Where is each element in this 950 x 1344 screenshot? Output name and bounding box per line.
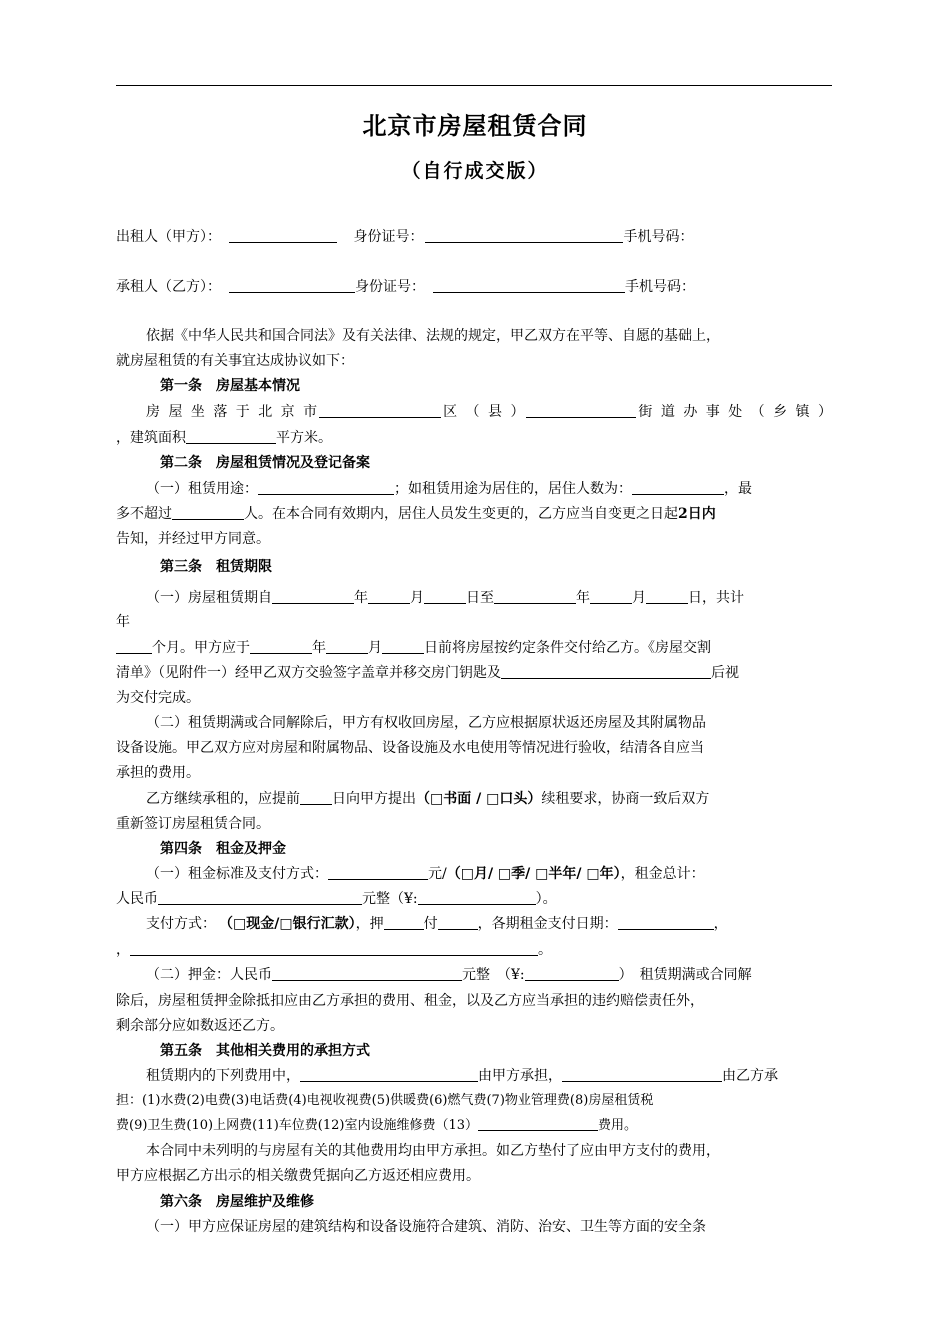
article3-line5: 为交付完成。 (116, 690, 200, 706)
a3-text-after: 后视 (711, 665, 739, 681)
a1-text-street: 街 道 办 事 处 （ 乡 镇 ） (636, 404, 832, 420)
deposit-count-blank[interactable] (384, 915, 424, 930)
a2-text-change: 人。在本合同有效期内，居住人员发生变更的，乙方应当自变更之日起 (244, 506, 678, 522)
street-blank[interactable] (526, 403, 636, 418)
article3-p2-line3: 承担的费用。 (116, 765, 200, 781)
a3-text-month2: 月 (632, 590, 646, 606)
article5-heading: 第五条 其他相关费用的承担方式 (160, 1043, 370, 1059)
a4-text-deposit: ，押 (355, 916, 384, 932)
a3-text-year3: 年 (312, 640, 326, 656)
article4-line2 (116, 889, 832, 909)
a4-text-pay: 支付方式： (146, 916, 216, 932)
a4-text-total: ，租金总计： (620, 866, 705, 882)
a3-text-year: 年 (354, 590, 368, 606)
deliver-month-blank[interactable] (326, 639, 368, 654)
landlord-label: 出租人（甲方）： (116, 229, 221, 245)
a4-text-comma: ， (713, 916, 728, 932)
start-day-blank[interactable] (424, 589, 466, 604)
article2-line2 (116, 504, 832, 524)
tenant-line (116, 277, 832, 297)
article4-line4 (116, 940, 832, 960)
document-title: 北京市房屋租赁合同 (362, 112, 588, 140)
a2-text-most: ，最 (724, 481, 752, 497)
article5-line4: 本合同中未列明的与房屋有关的其他费用均由甲方承担。如乙方垫付了应由甲方支付的费用， (146, 1143, 720, 1159)
a3-text-keys: 清单》（见附件一）经甲乙双方交验签字盖章并移交房门钥匙及 (116, 665, 501, 681)
a4-text-yuan: 元/ (428, 866, 447, 882)
a4-text-period: 。 (538, 942, 552, 958)
article3-line1 (116, 588, 832, 608)
a3-text-month: 月 (410, 590, 424, 606)
article1-heading: 第一条 房屋基本情况 (160, 378, 300, 394)
article1-line1 (116, 402, 832, 422)
rent-total-digits-blank[interactable] (418, 890, 536, 905)
a4-text-depend: ） 租赁期满或合同解 (618, 967, 752, 983)
deliver-year-blank[interactable] (250, 639, 312, 654)
a3-text-advance: 乙方继续承租的，应提前 (146, 791, 300, 807)
deposit-words-blank[interactable] (272, 966, 462, 981)
a2-text-2days: 2日内 (678, 506, 716, 522)
a3-text-days: 日向甲方提出 (332, 791, 416, 807)
article3-p2-line2: 设备设施。甲乙双方应对房屋和附属物品、设备设施及水电使用等情况进行验收，结清各自应当 (116, 740, 704, 756)
article3-line2: 年 (116, 614, 130, 630)
rent-amount-blank[interactable] (328, 865, 428, 880)
deposit-digits-blank[interactable] (525, 966, 619, 981)
article3-line4 (116, 663, 832, 683)
payment-method-options[interactable]: （□现金/□银行汇款） (226, 916, 356, 932)
a4-text-comma2: ， (116, 942, 130, 958)
article1-line2 (116, 428, 832, 448)
a5-text-landlord: 由甲方承担， (478, 1068, 562, 1084)
pay-count-blank[interactable] (438, 915, 478, 930)
area-blank[interactable] (186, 429, 276, 444)
article4-line3 (116, 914, 832, 934)
tenant-id-blank[interactable] (433, 278, 625, 293)
article4-deposit-line3: 剩余部分应如数返还乙方。 (116, 1018, 284, 1034)
a2-text-use: （一）租赁用途： (146, 481, 258, 497)
a4-text-rent: （一）租金标准及支付方式： (146, 866, 328, 882)
article3-p3-line2: 重新签订房屋租赁合同。 (116, 816, 270, 832)
a4-text-paydate: ，各期租金支付日期： (477, 916, 618, 932)
a3-text-handover: 日前将房屋按约定条件交付给乙方。《房屋交割 (424, 640, 711, 656)
article2-heading: 第二条 房屋租赁情况及登记备案 (160, 455, 370, 471)
a5-text-tenant: 由乙方承 (722, 1068, 778, 1084)
use-blank[interactable] (258, 480, 394, 495)
start-month-blank[interactable] (368, 589, 410, 604)
article6-heading: 第六条 房屋维护及维修 (160, 1194, 314, 1210)
a5-text-fees: 租赁期内的下列费用中， (146, 1068, 300, 1084)
article2-line3: 告知，并经过甲方同意。 (116, 531, 270, 547)
a5-text-items: 费(9)卫生费(10)上网费(11)车位费(12)室内设施维修费（13） (116, 1118, 479, 1133)
article5-line2: 担：(1)水费(2)电费(3)电话费(4)电视收视费(5)供暖费(6)燃气费(7)物业管理费(8)房屋租赁税 (116, 1093, 654, 1108)
persons-blank[interactable] (632, 480, 724, 495)
a3-text-month3: 月 (368, 640, 382, 656)
deliver-day-blank[interactable] (382, 639, 424, 654)
max-persons-blank[interactable] (172, 505, 244, 520)
preamble-line1: 依据《中华人民共和国合同法》及有关法律、法规的规定，甲乙双方在平等、自愿的基础上， (146, 328, 720, 344)
landlord-name-blank[interactable] (229, 228, 337, 243)
tenant-name-blank[interactable] (229, 278, 355, 293)
a3-text-deliver: 个月。甲方应于 (152, 640, 250, 656)
a3-text-renew: 续租要求，协商一致后双方 (541, 791, 710, 807)
tenant-id-label: 身份证号： (355, 279, 425, 295)
article6-line1: （一）甲方应保证房屋的建筑结构和设备设施符合建筑、消防、治安、卫生等方面的安全条 (146, 1219, 706, 1235)
a2-text-persons: ；如租赁用途为居住的，居住人数为： (394, 481, 632, 497)
article3-line3 (116, 638, 832, 658)
a4-text-yuanzheng: 元整（¥: (362, 891, 418, 907)
a4-text-depositrmb: （二）押金：人民币 (146, 967, 272, 983)
a4-text-fu: 付 (423, 916, 438, 932)
a1-text-area: ，建筑面积 (116, 430, 186, 446)
article4-deposit-line2: 除后，房屋租赁押金除抵扣应由乙方承担的费用、租金，以及乙方应当承担的违约赔偿责任外， (116, 993, 704, 1009)
rent-period-options[interactable]: （□月/ □季/ □半年/ □年） (446, 866, 621, 882)
a2-text-max: 多不超过 (116, 506, 172, 522)
end-day-blank[interactable] (646, 589, 688, 604)
article5-line5: 甲方应根据乙方出示的相关缴费凭据向乙方返还相应费用。 (116, 1168, 480, 1184)
a3-text-year2: 年 (576, 590, 590, 606)
advance-days-blank[interactable] (300, 790, 332, 805)
rent-total-words-blank[interactable] (158, 890, 362, 905)
district-blank[interactable] (319, 403, 441, 418)
preamble-line2: 就房屋租赁的有关事宜达成协议如下： (116, 353, 354, 369)
a1-text-district: 区 （ 县 ） (441, 404, 527, 420)
a3-text-total: 日，共计 (688, 590, 744, 606)
article3-heading: 第三条 租赁期限 (160, 559, 272, 575)
end-month-blank[interactable] (590, 589, 632, 604)
header-rule (116, 85, 832, 86)
article3-p2-line1: （二）租赁期满或合同解除后，甲方有权收回房屋，乙方应根据原状返还房屋及其附属物品 (146, 715, 706, 731)
article5-line3 (116, 1116, 832, 1136)
renewal-method-options[interactable]: （□书面 / □口头） (416, 791, 542, 807)
months-blank[interactable] (116, 639, 152, 654)
landlord-phone-label: 手机号码： (623, 229, 694, 245)
tenant-label: 承租人（乙方）： (116, 279, 221, 295)
landlord-fees-blank[interactable] (300, 1067, 478, 1082)
article5-line1 (116, 1066, 832, 1086)
a3-text-from: （一）房屋租赁期自 (146, 590, 272, 606)
landlord-line (116, 227, 832, 247)
article3-p3-line1 (116, 789, 832, 809)
keys-blank[interactable] (501, 664, 711, 679)
a4-text-rmb: 人民币 (116, 891, 158, 907)
a1-text-city: 房 屋 坐 落 于 北 京 市 (146, 404, 320, 420)
document-subtitle: （自行成交版） (401, 160, 549, 182)
article4-deposit-line1 (116, 965, 832, 985)
pay-date-blank[interactable] (618, 915, 714, 930)
landlord-id-label: 身份证号： (353, 229, 424, 245)
a4-text-close: ）。 (535, 891, 557, 907)
landlord-id-blank[interactable] (425, 228, 623, 243)
start-year-blank[interactable] (272, 589, 354, 604)
article2-line1 (116, 479, 832, 499)
a3-text-dayto: 日至 (466, 590, 494, 606)
pay-date-extra-blank[interactable] (130, 941, 538, 956)
a5-text-feeend: 费用。 (598, 1118, 638, 1133)
tenant-phone-label: 手机号码： (625, 279, 695, 295)
other-fee-blank[interactable] (478, 1116, 598, 1131)
tenant-fees-blank[interactable] (562, 1067, 722, 1082)
a1-text-sqm: 平方米。 (276, 430, 332, 446)
a4-text-depyuan: 元整 （¥: (462, 967, 525, 983)
article4-line1 (116, 864, 832, 884)
end-year-blank[interactable] (494, 589, 576, 604)
article4-heading: 第四条 租金及押金 (160, 841, 286, 857)
